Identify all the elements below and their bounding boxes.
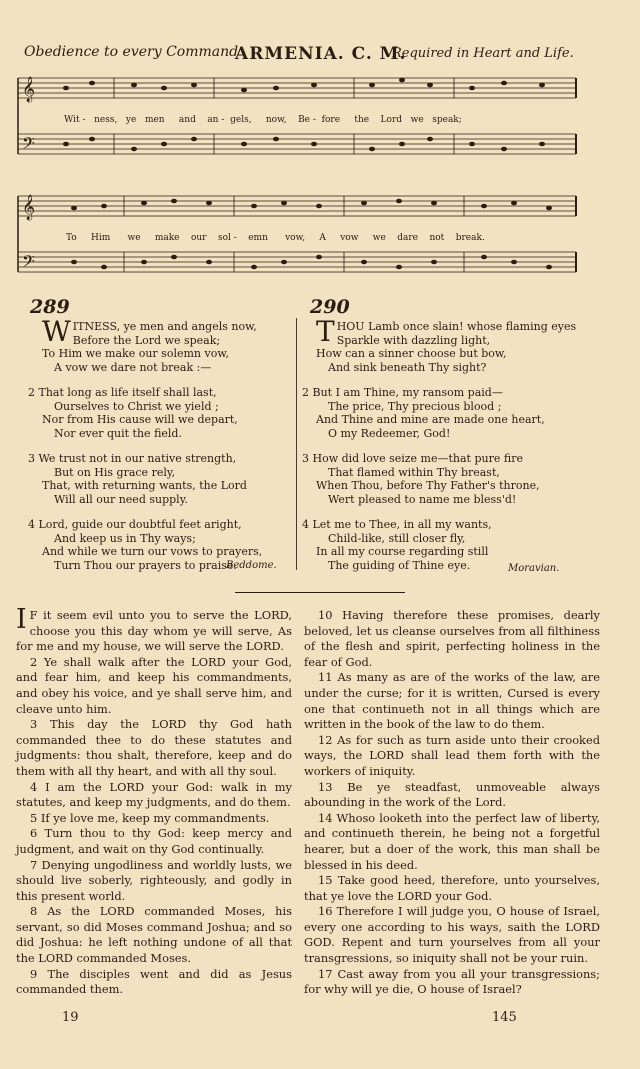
page-number: 145: [492, 1010, 517, 1025]
verse: I F it seem evil unto you to serve the LORD, choose you this day whom ye will serve, As for me and my house, we will serve the LORD.: [16, 604, 292, 654]
hymn-289-author: Beddome.: [226, 560, 277, 571]
signature-mark: 19: [62, 1010, 79, 1025]
svg-text:𝄢: 𝄢: [22, 133, 35, 157]
verse: 13 Be ye steadfast, unmoveable always abounding in the work of the Lord.: [304, 779, 600, 810]
verse: 14 Whoso looketh into the perfect law of liberty, and continueth therein, he being not a forgetful hearer, but a doer of the work, this man shall be blessed in his deed.: [304, 810, 600, 872]
stanza-3: 3 How did love seize me—that pure fire That flamed within Thy breast, When Thou, before Thy Father's throne, Wert pleased to name me bless'd!: [302, 452, 540, 506]
verse: 6 Turn thou to thy God: keep mercy and judgment, and wait on thy God continually.: [16, 826, 292, 856]
verse: 2 Ye shall walk after the LORD your God, and fear him, and keep his commandments, and obey his voice, and ye shall serve him, and cleave unto him.: [16, 654, 292, 716]
stanza-4: 4 Lord, guide our doubtful feet aright, And keep us in Thy ways; And while we turn our vows to prayers, Turn Thou our prayers to praise.: [28, 518, 263, 572]
verse: 9 The disciples went and did as Jesus commanded them.: [16, 966, 292, 997]
svg-text:𝄞: 𝄞: [22, 77, 36, 102]
verse: 15 Take good heed, therefore, unto yourselves, that ye love the LORD your God.: [304, 873, 600, 903]
stanza-2: 2 That long as life itself shall last, Ourselves to Christ we yield ; Nor from His cause will we depart, Nor ever quit the field.: [28, 386, 238, 440]
verse: 16 Therefore I will judge you, O house of Israel, every one according to his ways, saith the LORD GOD. Repent and turn yourselves from all your transgressions, so iniquity shall not be your ruin.: [304, 904, 600, 966]
hymn-290-text: [302, 315, 580, 584]
verse: 11 As many as are of the works of the law, are under the curse; for it is written, Cursed is every one that continueth not in all things which are written in the book of the law to do them.: [304, 670, 600, 732]
stanza-4: 4 Let me to Thee, in all my wants, Child-like, still closer fly, In all my course regarding still The guiding of Thine eye.: [302, 518, 492, 572]
verse: 7 Denying ungodliness and worldly lusts, we should live soberly, righteously, and godly in this present world.: [16, 857, 292, 903]
stanza-1: THOU Lamb once slain! whose flaming eyes Sparkle with dazzling light, How can a sinner choose but bow, And sink beneath Thy sight?: [316, 315, 577, 374]
hymn-289-text: [28, 315, 292, 584]
svg-text:𝄞: 𝄞: [22, 195, 36, 220]
verse: 3 This day the LORD thy God hath commanded thee to do these statutes and judgments: thou shalt, therefore, keep and do them with all thy heart, and with all thy soul.: [16, 717, 292, 778]
drop-cap: T: [316, 315, 335, 348]
verse: 10 Having therefore these promises, dearly beloved, let us cleanse ourselves from all filthiness of the flesh and spirit, perfecting holiness in the fear of God.: [304, 608, 600, 669]
reading-right-column: [304, 608, 600, 998]
verse: 12 As for such as turn aside unto their crooked ways, the LORD shall lead them forth with the workers of iniquity.: [304, 732, 600, 778]
drop-cap: W: [42, 315, 71, 348]
column-divider: [296, 318, 297, 570]
lyrics-line-2: To Him we make our sol - emn vow, A vow we dare not break.: [66, 233, 485, 243]
header-left: Obedience to every Command: [24, 44, 239, 60]
svg-text:𝄢: 𝄢: [22, 251, 35, 275]
hymn-number-289: 289: [30, 296, 70, 318]
lyrics-line-1: Wit - ness, ye men and an - gels, now, Be - fore the Lord we speak;: [64, 115, 462, 125]
hymn-290-author: Moravian.: [508, 563, 560, 574]
verse: 5 If ye love me, keep my commandments.: [30, 810, 270, 825]
reading-left-column: [16, 604, 292, 998]
stanza-2: 2 But I am Thine, my ransom paid— The price, Thy precious blood ; And Thine and mine are made one heart, O my Redeemer, God!: [302, 386, 545, 440]
tune-title: ARMENIA. C. M.: [235, 44, 407, 64]
verse: 4 I am the LORD your God: walk in my statutes, and keep my judgments, and do them.: [16, 779, 292, 810]
hymn-number-290: 290: [310, 296, 350, 318]
header-right: Required in Heart and Life.: [392, 46, 574, 61]
verse: 17 Cast away from you all your transgressions; for why will ye die, O house of Israel?: [304, 966, 600, 997]
stanza-3: 3 We trust not in our native strength, But on His grace rely, That, with returning wants, the Lord Will all our need supply.: [28, 452, 247, 506]
big-initial: I: [16, 604, 27, 635]
verse: 8 As the LORD commanded Moses, his servant, so did Moses command Joshua; and so did Joshua: he left nothing undone of all that the LORD commanded Moses.: [16, 904, 292, 966]
stanza-1: WITNESS, ye men and angels now, Before the Lord we speak; To Him we make our solemn vow, A vow we dare not break :—: [42, 315, 257, 374]
section-rule: [235, 592, 405, 593]
